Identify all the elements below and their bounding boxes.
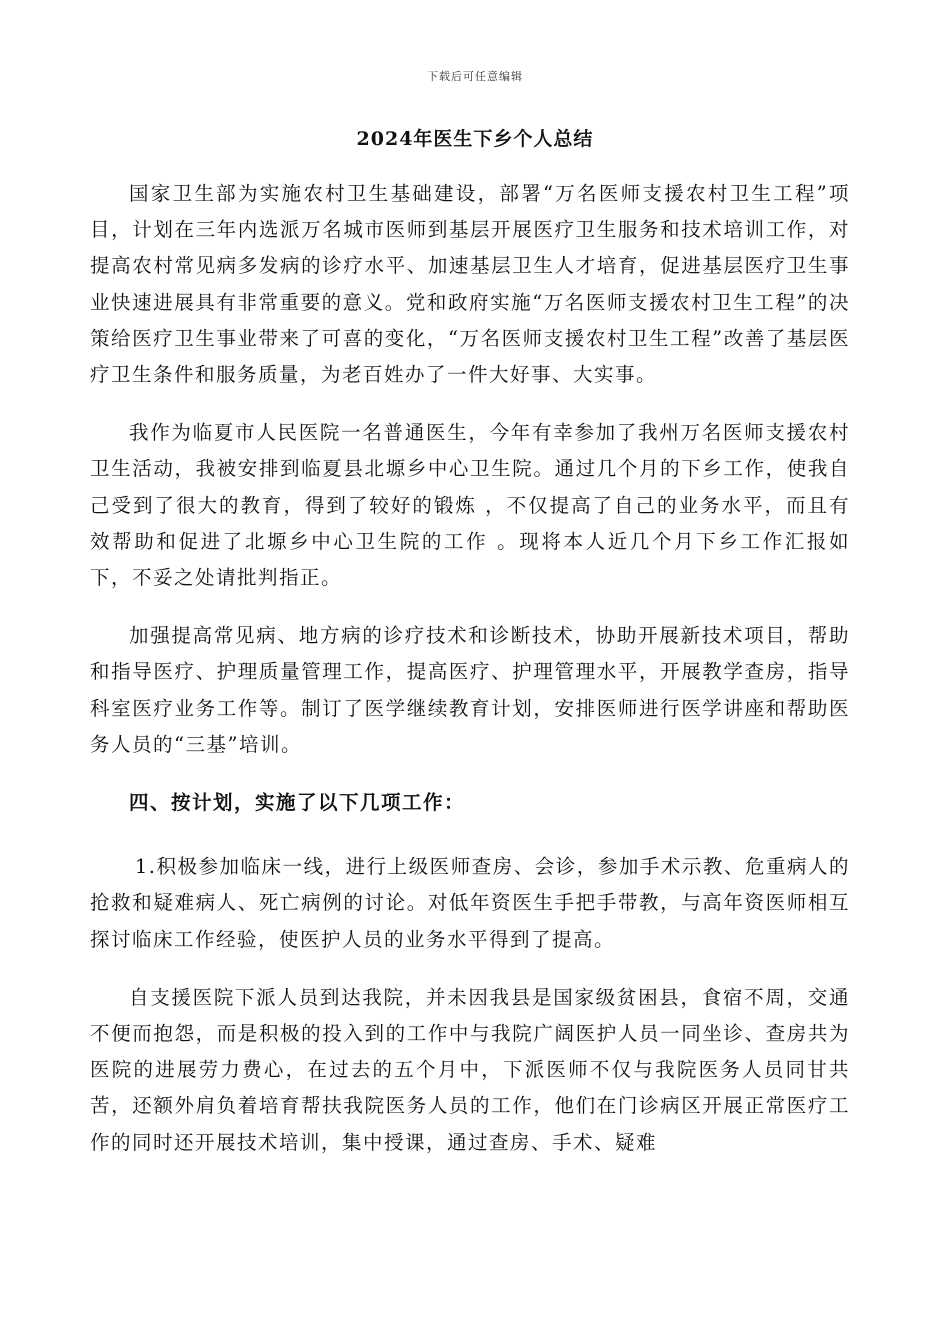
paragraph-personal: 我作为临夏市人民医院一名普通医生，今年有幸参加了我州万名医师支援农村卫生活动，我被安排到临夏县北塬乡中心卫生院。通过几个月的下乡工作，使我自己受到了很大的教育，得到了较好的锻炼 ，不仅提高了自己的业务水平，而且有效帮助和促进了北塬乡中心卫生院的工作 。现将本人近几个月下乡工作汇报如下，不妥之处请批判指正。 xyxy=(90,421,850,590)
document-body xyxy=(90,176,850,1183)
section-heading: 四、按计划，实施了以下几项工作： xyxy=(129,791,466,815)
paragraph-intro: 国家卫生部为实施农村卫生基础建设，部署“万名医师支援农村卫生工程”项目，计划在三年内选派万名城市医师到基层开展医疗卫生服务和技术培训工作，对提高农村常见病多发病的诊疗水平、加速基层卫生人才培育，促进基层医疗卫生事业快速进展具有非常重要的意义。党和政府实施“万名医师支援农村卫生工程”的决策给医疗卫生事业带来了可喜的变化，“万名医师支援农村卫生工程”改善了基层医疗卫生条件和服务质量，为老百姓办了一件大好事、大实事。 xyxy=(90,182,850,387)
paragraph-tasks: 加强提高常见病、地方病的诊疗技术和诊断技术，协助开展新技术项目，帮助和指导医疗、护理质量管理工作，提高医疗、护理管理水平，开展教学查房，指导科室医疗业务工作等。制订了医学继续教育计划，安排医师进行医学讲座和帮助医务人员的“三基”培训。 xyxy=(90,624,850,756)
header-note: 下载后可任意编辑 xyxy=(427,70,523,83)
paragraph-support: 自支援医院下派人员到达我院，并未因我县是国家级贫困县，食宿不周，交通不便而抱怨，而是积极的投入到的工作中与我院广阔医护人员一同坐诊、查房共为医院的进展劳力费心，在过去的五个月中，下派医师不仅与我院医务人员同甘共苦，还额外肩负着培育帮扶我院医务人员的工作，他们在门诊病区开展正常医疗工作的同时还开展技术培训，集中授课，通过查房、手术、疑难 xyxy=(90,985,850,1154)
document-title: 2024年医生下乡个人总结 xyxy=(356,128,594,150)
list-item: 1.积极参加临床一线，进行上级医师查房、会诊，参加手术示教、危重病人的抢救和疑难病人、死亡病例的讨论。对低年资医生手把手带教，与高年资医师相互探讨临床工作经验，使医护人员的业务水平得到了提高。 xyxy=(90,855,850,951)
